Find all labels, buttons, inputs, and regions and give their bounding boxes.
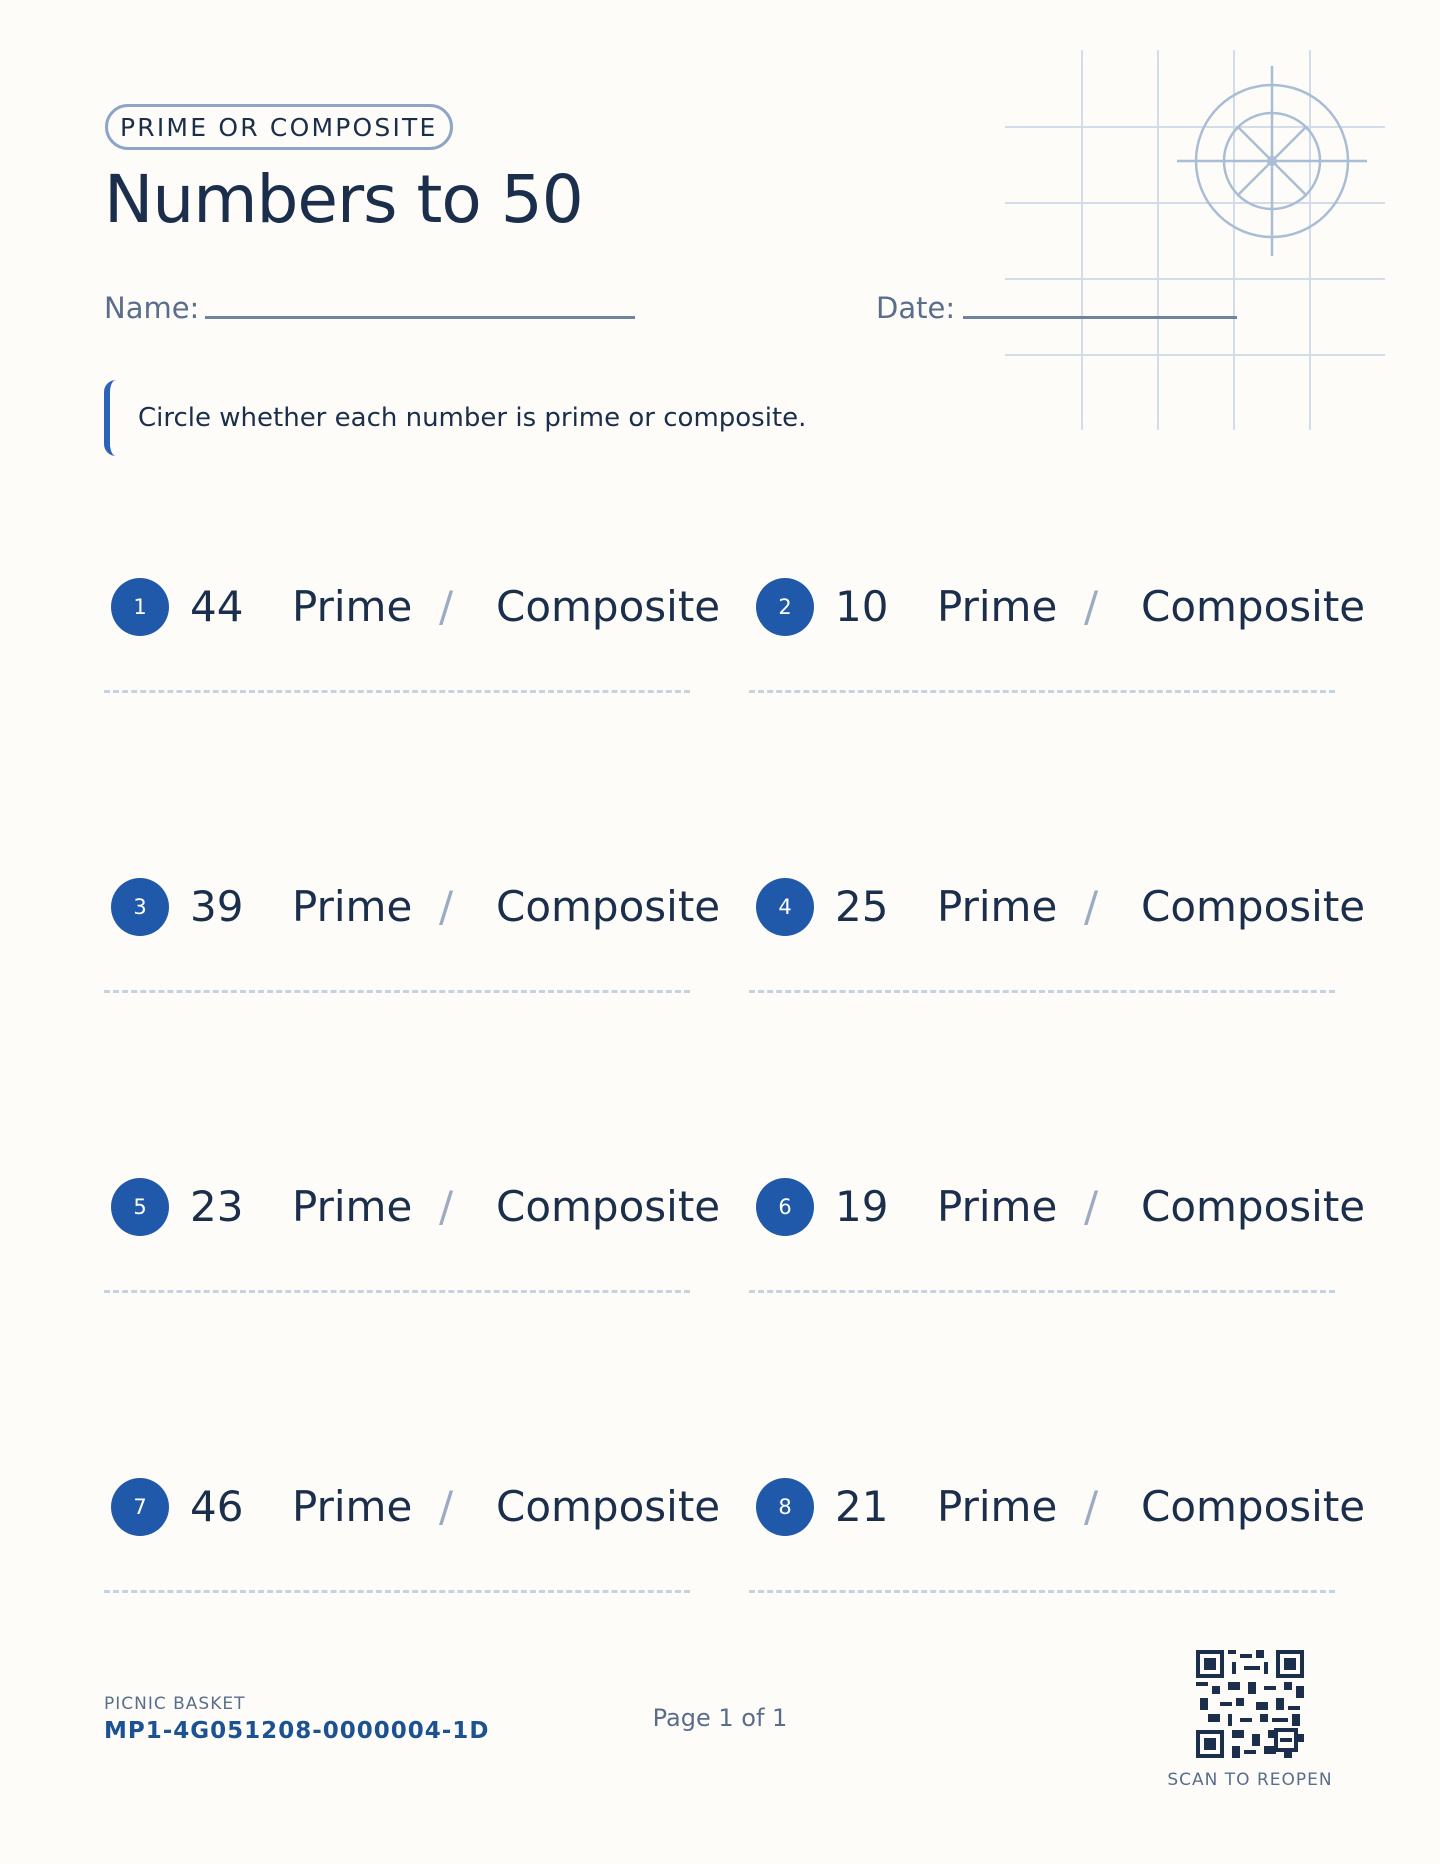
question-number-badge: 2 — [756, 578, 814, 636]
composite-option[interactable]: Composite — [496, 1182, 721, 1231]
option-separator: / — [439, 1182, 454, 1231]
answer-line — [749, 990, 1335, 993]
date-line[interactable] — [963, 316, 1237, 319]
question-number-value: 46 — [190, 1482, 244, 1531]
question-number-value: 21 — [835, 1482, 889, 1531]
question-number-value: 23 — [190, 1182, 244, 1231]
composite-option[interactable]: Composite — [1141, 1182, 1366, 1231]
prime-option[interactable]: Prime — [937, 1482, 1058, 1531]
prime-option[interactable]: Prime — [292, 582, 413, 631]
worksheet-code: MP1-4G051208-0000004-1D — [104, 1718, 490, 1744]
question-item — [104, 852, 721, 952]
prime-option[interactable]: Prime — [292, 1482, 413, 1531]
footer-brand: PICNIC BASKET — [104, 1694, 246, 1714]
question-number-badge: 6 — [756, 1178, 814, 1236]
composite-option[interactable]: Composite — [496, 582, 721, 631]
question-number-value: 19 — [835, 1182, 889, 1231]
answer-line — [749, 1290, 1335, 1293]
question-number-badge: 3 — [111, 878, 169, 936]
question-item — [104, 1152, 721, 1252]
qr-code-icon[interactable] — [1196, 1650, 1304, 1758]
page-indicator: Page 1 of 1 — [652, 1704, 788, 1732]
prime-option[interactable]: Prime — [937, 882, 1058, 931]
page-title: Numbers to 50 — [104, 161, 583, 238]
instruction-callout — [104, 380, 1004, 456]
answer-line — [749, 690, 1335, 693]
option-separator: / — [439, 882, 454, 931]
option-separator: / — [439, 1482, 454, 1531]
option-separator: / — [1084, 882, 1099, 931]
question-number-value: 44 — [190, 582, 244, 631]
question-item — [749, 1152, 1366, 1252]
composite-option[interactable]: Composite — [496, 882, 721, 931]
question-number-badge: 7 — [111, 1478, 169, 1536]
question-number-value: 10 — [835, 582, 889, 631]
composite-option[interactable]: Composite — [1141, 1482, 1366, 1531]
answer-line — [104, 1290, 690, 1293]
question-item — [749, 852, 1366, 952]
answer-line — [104, 690, 690, 693]
instruction-text: Circle whether each number is prime or composite. — [138, 403, 807, 433]
answer-line — [749, 1590, 1335, 1593]
name-label: Name: — [104, 291, 200, 325]
prime-option[interactable]: Prime — [937, 1182, 1058, 1231]
prime-option[interactable]: Prime — [292, 1182, 413, 1231]
composite-option[interactable]: Composite — [1141, 582, 1366, 631]
question-item — [104, 1452, 721, 1552]
question-number-value: 25 — [835, 882, 889, 931]
name-line[interactable] — [205, 316, 635, 319]
question-number-value: 39 — [190, 882, 244, 931]
answer-line — [104, 990, 690, 993]
answer-line — [104, 1590, 690, 1593]
topic-tag: PRIME OR COMPOSITE — [105, 104, 453, 150]
question-number-badge: 4 — [756, 878, 814, 936]
question-item — [749, 552, 1366, 652]
question-number-badge: 1 — [111, 578, 169, 636]
composite-option[interactable]: Composite — [1141, 882, 1366, 931]
question-item — [749, 1452, 1366, 1552]
option-separator: / — [1084, 1482, 1099, 1531]
prime-option[interactable]: Prime — [937, 582, 1058, 631]
prime-option[interactable]: Prime — [292, 882, 413, 931]
option-separator: / — [439, 582, 454, 631]
scan-caption: SCAN TO REOPEN — [1167, 1770, 1333, 1790]
question-item — [104, 552, 721, 652]
target-grid-icon — [1005, 50, 1385, 430]
composite-option[interactable]: Composite — [496, 1482, 721, 1531]
option-separator: / — [1084, 1182, 1099, 1231]
date-label: Date: — [876, 291, 956, 325]
question-number-badge: 5 — [111, 1178, 169, 1236]
question-number-badge: 8 — [756, 1478, 814, 1536]
option-separator: / — [1084, 582, 1099, 631]
